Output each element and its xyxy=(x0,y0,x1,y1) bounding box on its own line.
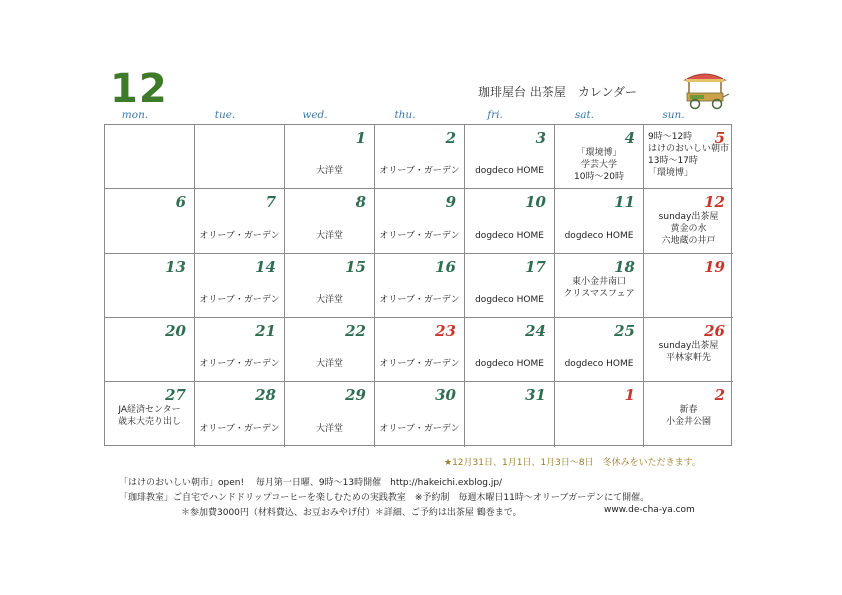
day-cell xyxy=(555,189,644,254)
day-number: 4 xyxy=(624,129,635,147)
calendar-grid xyxy=(104,124,732,446)
day-number: 30 xyxy=(435,386,456,404)
event-text: 平林家軒先 xyxy=(665,353,711,363)
day-number: 15 xyxy=(345,258,366,276)
day-cell xyxy=(555,125,644,189)
month-number: 12 xyxy=(110,66,168,112)
day-cell xyxy=(105,254,195,318)
day-cell xyxy=(195,189,285,254)
day-number: 22 xyxy=(345,322,366,340)
event-text: 黄金の水 xyxy=(670,224,707,234)
day-cell xyxy=(375,189,465,254)
day-number: 8 xyxy=(355,193,366,211)
day-cell xyxy=(105,382,195,447)
day-cell xyxy=(285,318,375,382)
footer-line-2: 「珈琲教室」ご自宅でハンドドリップコーヒーを楽しむための実践教室 ※予約制 毎週木曜日11時〜オリーブガーデンにて開催。 xyxy=(119,493,650,503)
day-number: 28 xyxy=(255,386,276,404)
day-cell xyxy=(375,382,465,447)
day-cell xyxy=(465,189,555,254)
day-cell xyxy=(555,318,644,382)
day-number: 5 xyxy=(714,129,725,147)
day-number: 20 xyxy=(165,322,186,340)
day-cell xyxy=(195,382,285,447)
event-text: オリーブ・ガーデン xyxy=(379,231,460,241)
day-number: 14 xyxy=(255,258,276,276)
day-cell xyxy=(644,125,733,189)
event-text: はけのおいしい朝市 xyxy=(648,144,730,154)
day-cell xyxy=(105,189,195,254)
event-text: 六地蔵の井戸 xyxy=(661,236,716,246)
event-text: 小金井公園 xyxy=(665,417,711,427)
weekday-label: tue. xyxy=(214,109,236,121)
day-cell xyxy=(195,125,285,189)
day-number: 2 xyxy=(445,129,456,147)
day-number: 13 xyxy=(165,258,186,276)
event-text: オリーブ・ガーデン xyxy=(379,424,460,434)
day-number: 6 xyxy=(175,193,186,211)
day-cell xyxy=(644,189,733,254)
event-text: 大洋堂 xyxy=(315,231,343,241)
event-text: 大洋堂 xyxy=(315,295,343,305)
day-number: 27 xyxy=(165,386,186,404)
day-cell xyxy=(555,382,644,447)
day-number: 2 xyxy=(714,386,725,404)
event-text: 「環境博」 xyxy=(576,148,622,158)
event-text: 大洋堂 xyxy=(315,166,343,176)
event-text: 10時〜20時 xyxy=(574,172,624,182)
event-text: sunday出茶屋 xyxy=(658,341,719,351)
event-text: オリーブ・ガーデン xyxy=(199,295,280,305)
day-cell xyxy=(105,318,195,382)
event-text: 東小金井南口 xyxy=(571,277,626,287)
event-text: 大洋堂 xyxy=(315,359,343,369)
day-cell xyxy=(285,254,375,318)
footer-line-1: 「はけのおいしい朝市」open! 毎月第一日曜、9時〜13時開催 http://hakeichi.exblog.jp/ xyxy=(119,478,503,488)
event-text: sunday出茶屋 xyxy=(658,212,719,222)
day-cell xyxy=(465,318,555,382)
day-number: 1 xyxy=(355,129,366,147)
day-number: 31 xyxy=(525,386,546,404)
event-text: 新春 xyxy=(679,405,698,415)
holiday-note: ★12月31日、1月1日、1月3日〜8日 冬休みをいただきます。 xyxy=(444,458,701,468)
event-text: クリスマスフェア xyxy=(563,289,635,299)
event-text: dogdeco HOME xyxy=(475,359,544,369)
weekday-label: fri. xyxy=(487,109,503,121)
weekday-label: mon. xyxy=(121,109,149,121)
event-text: dogdeco HOME xyxy=(475,166,544,176)
day-cell xyxy=(644,318,733,382)
day-cell xyxy=(285,382,375,447)
day-cell xyxy=(195,318,285,382)
day-cell xyxy=(375,254,465,318)
event-text: dogdeco HOME xyxy=(475,231,544,241)
weekday-label: thu. xyxy=(394,109,416,121)
day-cell xyxy=(375,318,465,382)
day-number: 1 xyxy=(624,386,635,404)
coffee-cart-icon xyxy=(680,66,730,110)
day-number: 21 xyxy=(255,322,276,340)
weekday-label: sun. xyxy=(662,109,685,121)
day-cell xyxy=(465,254,555,318)
event-text: dogdeco HOME xyxy=(564,231,634,241)
event-text: dogdeco HOME xyxy=(475,295,544,305)
day-number: 24 xyxy=(525,322,546,340)
day-number: 18 xyxy=(614,258,635,276)
event-text: 学芸大学 xyxy=(580,160,617,170)
day-number: 26 xyxy=(704,322,725,340)
day-number: 23 xyxy=(435,322,456,340)
day-cell xyxy=(555,254,644,318)
day-number: 29 xyxy=(345,386,366,404)
website-url[interactable]: www.de-cha-ya.com xyxy=(604,505,695,515)
weekday-label: wed. xyxy=(302,109,328,121)
day-number: 16 xyxy=(435,258,456,276)
event-text: オリーブ・ガーデン xyxy=(199,231,280,241)
day-cell xyxy=(644,254,733,318)
calendar-title: 珈琲屋台 出茶屋 カレンダー xyxy=(478,85,638,99)
day-number: 7 xyxy=(265,193,276,211)
day-number: 19 xyxy=(704,258,725,276)
day-cell xyxy=(465,125,555,189)
day-number: 17 xyxy=(525,258,546,276)
event-text: 13時〜17時 xyxy=(648,156,698,166)
day-number: 9 xyxy=(445,193,456,211)
event-text: オリーブ・ガーデン xyxy=(199,359,280,369)
event-text: オリーブ・ガーデン xyxy=(379,166,460,176)
day-cell xyxy=(375,125,465,189)
event-text: 歳末大売り出し xyxy=(117,417,181,427)
day-number: 25 xyxy=(614,322,635,340)
weekday-label: sat. xyxy=(574,109,595,121)
day-cell xyxy=(465,382,555,447)
day-cell xyxy=(105,125,195,189)
day-number: 10 xyxy=(525,193,546,211)
event-text: 大洋堂 xyxy=(315,424,343,434)
day-cell xyxy=(285,125,375,189)
day-number: 11 xyxy=(614,193,635,211)
footer-line-3: ＊参加費3000円（材料費込、お豆おみやげ付）＊詳細、ご予約は出茶屋 鶴巻まで。 xyxy=(181,508,522,518)
day-cell xyxy=(195,254,285,318)
event-text: dogdeco HOME xyxy=(564,359,634,369)
day-cell xyxy=(285,189,375,254)
event-text: オリーブ・ガーデン xyxy=(199,424,280,434)
event-text: 「環境博」 xyxy=(648,168,694,178)
event-text: 9時〜12時 xyxy=(648,132,693,142)
day-cell xyxy=(644,382,733,447)
day-number: 3 xyxy=(535,129,546,147)
event-text: オリーブ・ガーデン xyxy=(379,295,460,305)
event-text: JA経済センター xyxy=(118,405,181,415)
day-number: 12 xyxy=(704,193,725,211)
event-text: オリーブ・ガーデン xyxy=(379,359,460,369)
